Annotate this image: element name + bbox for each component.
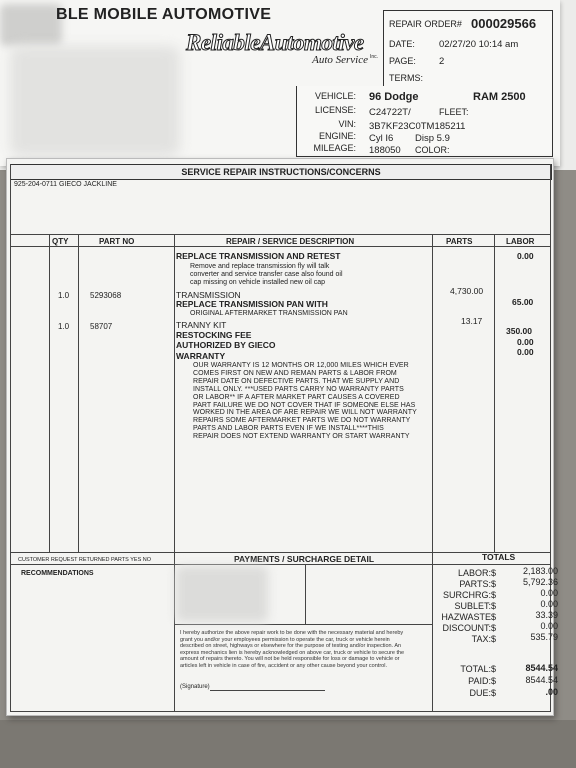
vehicle-label: VEHICLE: — [314, 91, 356, 101]
line-note-3: cap missing on vehicle installed new oil cap — [190, 279, 326, 286]
line-labor-authorized: 0.00 — [517, 337, 534, 347]
instructions-note: 925-204-0711 GIECO JACKLINE — [14, 181, 117, 188]
line-note-2: converter and service transfer case also found oil — [190, 271, 343, 278]
line-labor-65: 65.00 — [512, 297, 534, 307]
table-left-border — [10, 164, 11, 712]
warranty-line: REPAIR DATE ON DEFECTIVE PARTS. THAT WE SUPPLY AND — [193, 377, 400, 385]
auth-line: express mechanics lien is hereby acknowledged on above car, truck or vehicle to secure the — [180, 649, 405, 656]
background-table-surface — [0, 720, 576, 768]
page-value: 2 — [439, 56, 445, 67]
surcharge-value: 0.00 — [540, 588, 558, 598]
terms-label: TERMS: — [389, 73, 424, 83]
line-replace-pan: REPLACE TRANSMISSION PAN WITH — [176, 299, 328, 309]
customer-request-returned-parts: CUSTOMER REQUEST RETURNED PARTS YES NO — [18, 557, 152, 563]
warranty-line: COMES FIRST ON NEW AND REMAN PARTS & LABOR FROM — [193, 369, 397, 377]
surcharge-label: SURCHRG:$ — [442, 590, 496, 600]
logo-inc: Inc. — [369, 54, 378, 60]
invoice-header-sheet — [0, 0, 560, 166]
payments-header: PAYMENTS / SURCHARGE DETAIL — [234, 554, 375, 564]
qty-transmission: 1.0 — [58, 291, 70, 300]
instructions-header: SERVICE REPAIR INSTRUCTIONS/CONCERNS — [10, 164, 552, 180]
header-description: REPAIR / SERVICE DESCRIPTION — [226, 237, 355, 246]
fleet-label: FLEET: — [439, 107, 469, 117]
total-value: 8544.54 — [525, 663, 558, 673]
repair-order-label: REPAIR ORDER# — [389, 19, 462, 29]
tax-label: TAX:$ — [471, 634, 496, 644]
warranty-line: OR LABOR** IF A AFTER MARKET PART CAUSES A COVERED — [193, 393, 400, 401]
auth-line: I hereby authorize the above repair work to be done with the necessary material and hereby — [180, 630, 404, 636]
col-divider-qty — [49, 234, 50, 552]
parts-total-value: 5,792.36 — [522, 577, 558, 587]
logo-text: ReliableAutomotive — [186, 30, 364, 55]
mileage-label: MILEAGE: — [313, 143, 356, 153]
license-label: LICENSE: — [314, 105, 356, 115]
repair-order-number: 000029566 — [471, 16, 537, 31]
recommendations-label: RECOMMENDATIONS — [21, 570, 94, 577]
vehicle-model: RAM 2500 — [473, 91, 526, 103]
due-value: .00 — [545, 687, 558, 697]
repair-order-box — [383, 10, 553, 88]
engine-value: Cyl I6 — [369, 133, 394, 144]
line-warranty: WARRANTY — [176, 351, 226, 361]
vehicle-value: 96 Dodge — [369, 91, 419, 103]
auth-line: described on street, highways or elsewhere for the purpose of testing and/or inspection. An — [180, 643, 402, 649]
totals-header: TOTALS — [482, 552, 516, 562]
line-replace-transmission: REPLACE TRANSMISSION AND RETEST — [176, 251, 341, 261]
mileage-value: 188050 — [369, 145, 401, 156]
warranty-line: REPAIRS SOME AFTERMARKET PARTS WE DO NOT WARRANTY — [193, 417, 411, 425]
vehicle-box — [296, 86, 553, 157]
discount-label: DISCOUNT:$ — [442, 623, 496, 633]
redacted-address — [10, 46, 180, 156]
warranty-text — [193, 362, 417, 441]
line-labor-350: 350.00 — [506, 326, 532, 336]
partno-transmission: 5293068 — [90, 291, 122, 300]
sublet-value: 0.00 — [540, 599, 558, 609]
displacement-value: Disp 5.9 — [415, 133, 450, 144]
auth-line: grant you and/or your employees permission to operate the car, truck or vehicle herein — [180, 636, 390, 643]
col-divider-labor — [494, 234, 495, 552]
labor-total-value: 2,183.00 — [522, 566, 558, 576]
line-labor-0: 0.00 — [517, 251, 534, 261]
table-header-rule — [10, 246, 550, 247]
auth-line: amount of repairs thereto. You will not be held responsible for loss or damage to vehicle or — [180, 656, 400, 662]
line-authorized: AUTHORIZED BY GIECO — [176, 340, 276, 350]
sheet-bottom-rule — [10, 711, 550, 712]
col-divider-partno — [78, 234, 79, 552]
line-note-1: Remove and replace transmission fly will talk — [190, 263, 330, 270]
engine-label: ENGINE: — [318, 131, 356, 141]
warranty-line: OUR WARRANTY IS 12 MONTHS OR 12,000 MILES WHICH EVER — [193, 362, 409, 369]
due-label: DUE:$ — [469, 688, 496, 698]
warranty-line: PARTS AND LABOR PARTS EVEN IF WE INSTALL****THIS — [193, 425, 384, 433]
table-top-rule — [10, 234, 550, 235]
payments-col-divider — [305, 564, 306, 624]
warranty-line: PART FAILURE WE DO NOT COVER THAT IF SOMEONE ELSE HAS — [193, 401, 416, 409]
date-label: DATE: — [389, 39, 415, 49]
license-value: C24722T/ — [369, 107, 411, 118]
col-divider-desc — [174, 234, 175, 712]
company-logo — [186, 30, 378, 70]
total-label: TOTAL:$ — [460, 664, 496, 674]
hazwaste-value: 33.39 — [535, 610, 558, 620]
paid-label: PAID:$ — [468, 676, 496, 686]
header-qty: QTY — [52, 237, 69, 246]
payments-rule — [174, 624, 432, 625]
table-bottom-rule — [10, 552, 550, 553]
tax-value: 535.79 — [530, 632, 558, 642]
line-pan-note: ORIGINAL AFTERMARKET TRANSMISSION PAN — [190, 310, 348, 317]
labor-total-label: LABOR:$ — [457, 568, 496, 578]
company-name: BLE MOBILE AUTOMOTIVE — [56, 6, 272, 23]
discount-value: 0.00 — [540, 621, 558, 631]
redacted-area — [0, 4, 62, 46]
signature-label: (Signature) — [180, 684, 210, 690]
qty-tranny-kit: 1.0 — [58, 322, 70, 331]
date-value: 02/27/20 10:14 am — [439, 39, 519, 50]
line-restocking-fee: RESTOCKING FEE — [176, 330, 252, 340]
warranty-line: REPAIR DOES NOT EXTEND WARRANTY OR START WARRANTY — [193, 433, 410, 441]
header-part-no: PART NO — [99, 237, 135, 246]
sublet-label: SUBLET:$ — [454, 601, 496, 611]
line-labor-warranty: 0.00 — [517, 347, 534, 357]
vin-label: VIN: — [338, 119, 356, 129]
desc-transmission: TRANSMISSION — [176, 290, 241, 300]
partno-tranny-kit: 58707 — [90, 322, 113, 331]
signature-line — [210, 690, 325, 691]
parts-transmission: 4,730.00 — [450, 286, 484, 296]
desc-tranny-kit: TRANNY KIT — [176, 320, 227, 330]
paid-value: 8544.54 — [525, 675, 558, 685]
parts-tranny-kit: 13.17 — [461, 316, 483, 326]
auth-line: articles left in vehicle in case of fire, accident or any other cause beyond your control. — [180, 662, 387, 669]
warranty-line: WORKED IN THE AREA OF ARE REPAIR WE WILL NOT WARRANTY — [193, 409, 417, 417]
authorization-text — [180, 630, 404, 669]
redacted-payment — [176, 566, 268, 622]
warranty-line: INSTALL ONLY. ***USED PARTS CARRY NO WARRANTY PARTS — [193, 385, 404, 393]
header-labor: LABOR — [506, 237, 535, 246]
bottom-header-rule — [10, 564, 550, 565]
page-label: PAGE: — [389, 56, 416, 66]
hazwaste-label: HAZWASTE$ — [441, 612, 496, 622]
header-parts: PARTS — [446, 237, 473, 246]
parts-total-label: PARTS:$ — [459, 579, 496, 589]
vin-value: 3B7KF23C0TM185211 — [369, 121, 466, 132]
color-label: COLOR: — [415, 145, 450, 155]
logo-subtitle: Auto Service — [312, 54, 368, 66]
